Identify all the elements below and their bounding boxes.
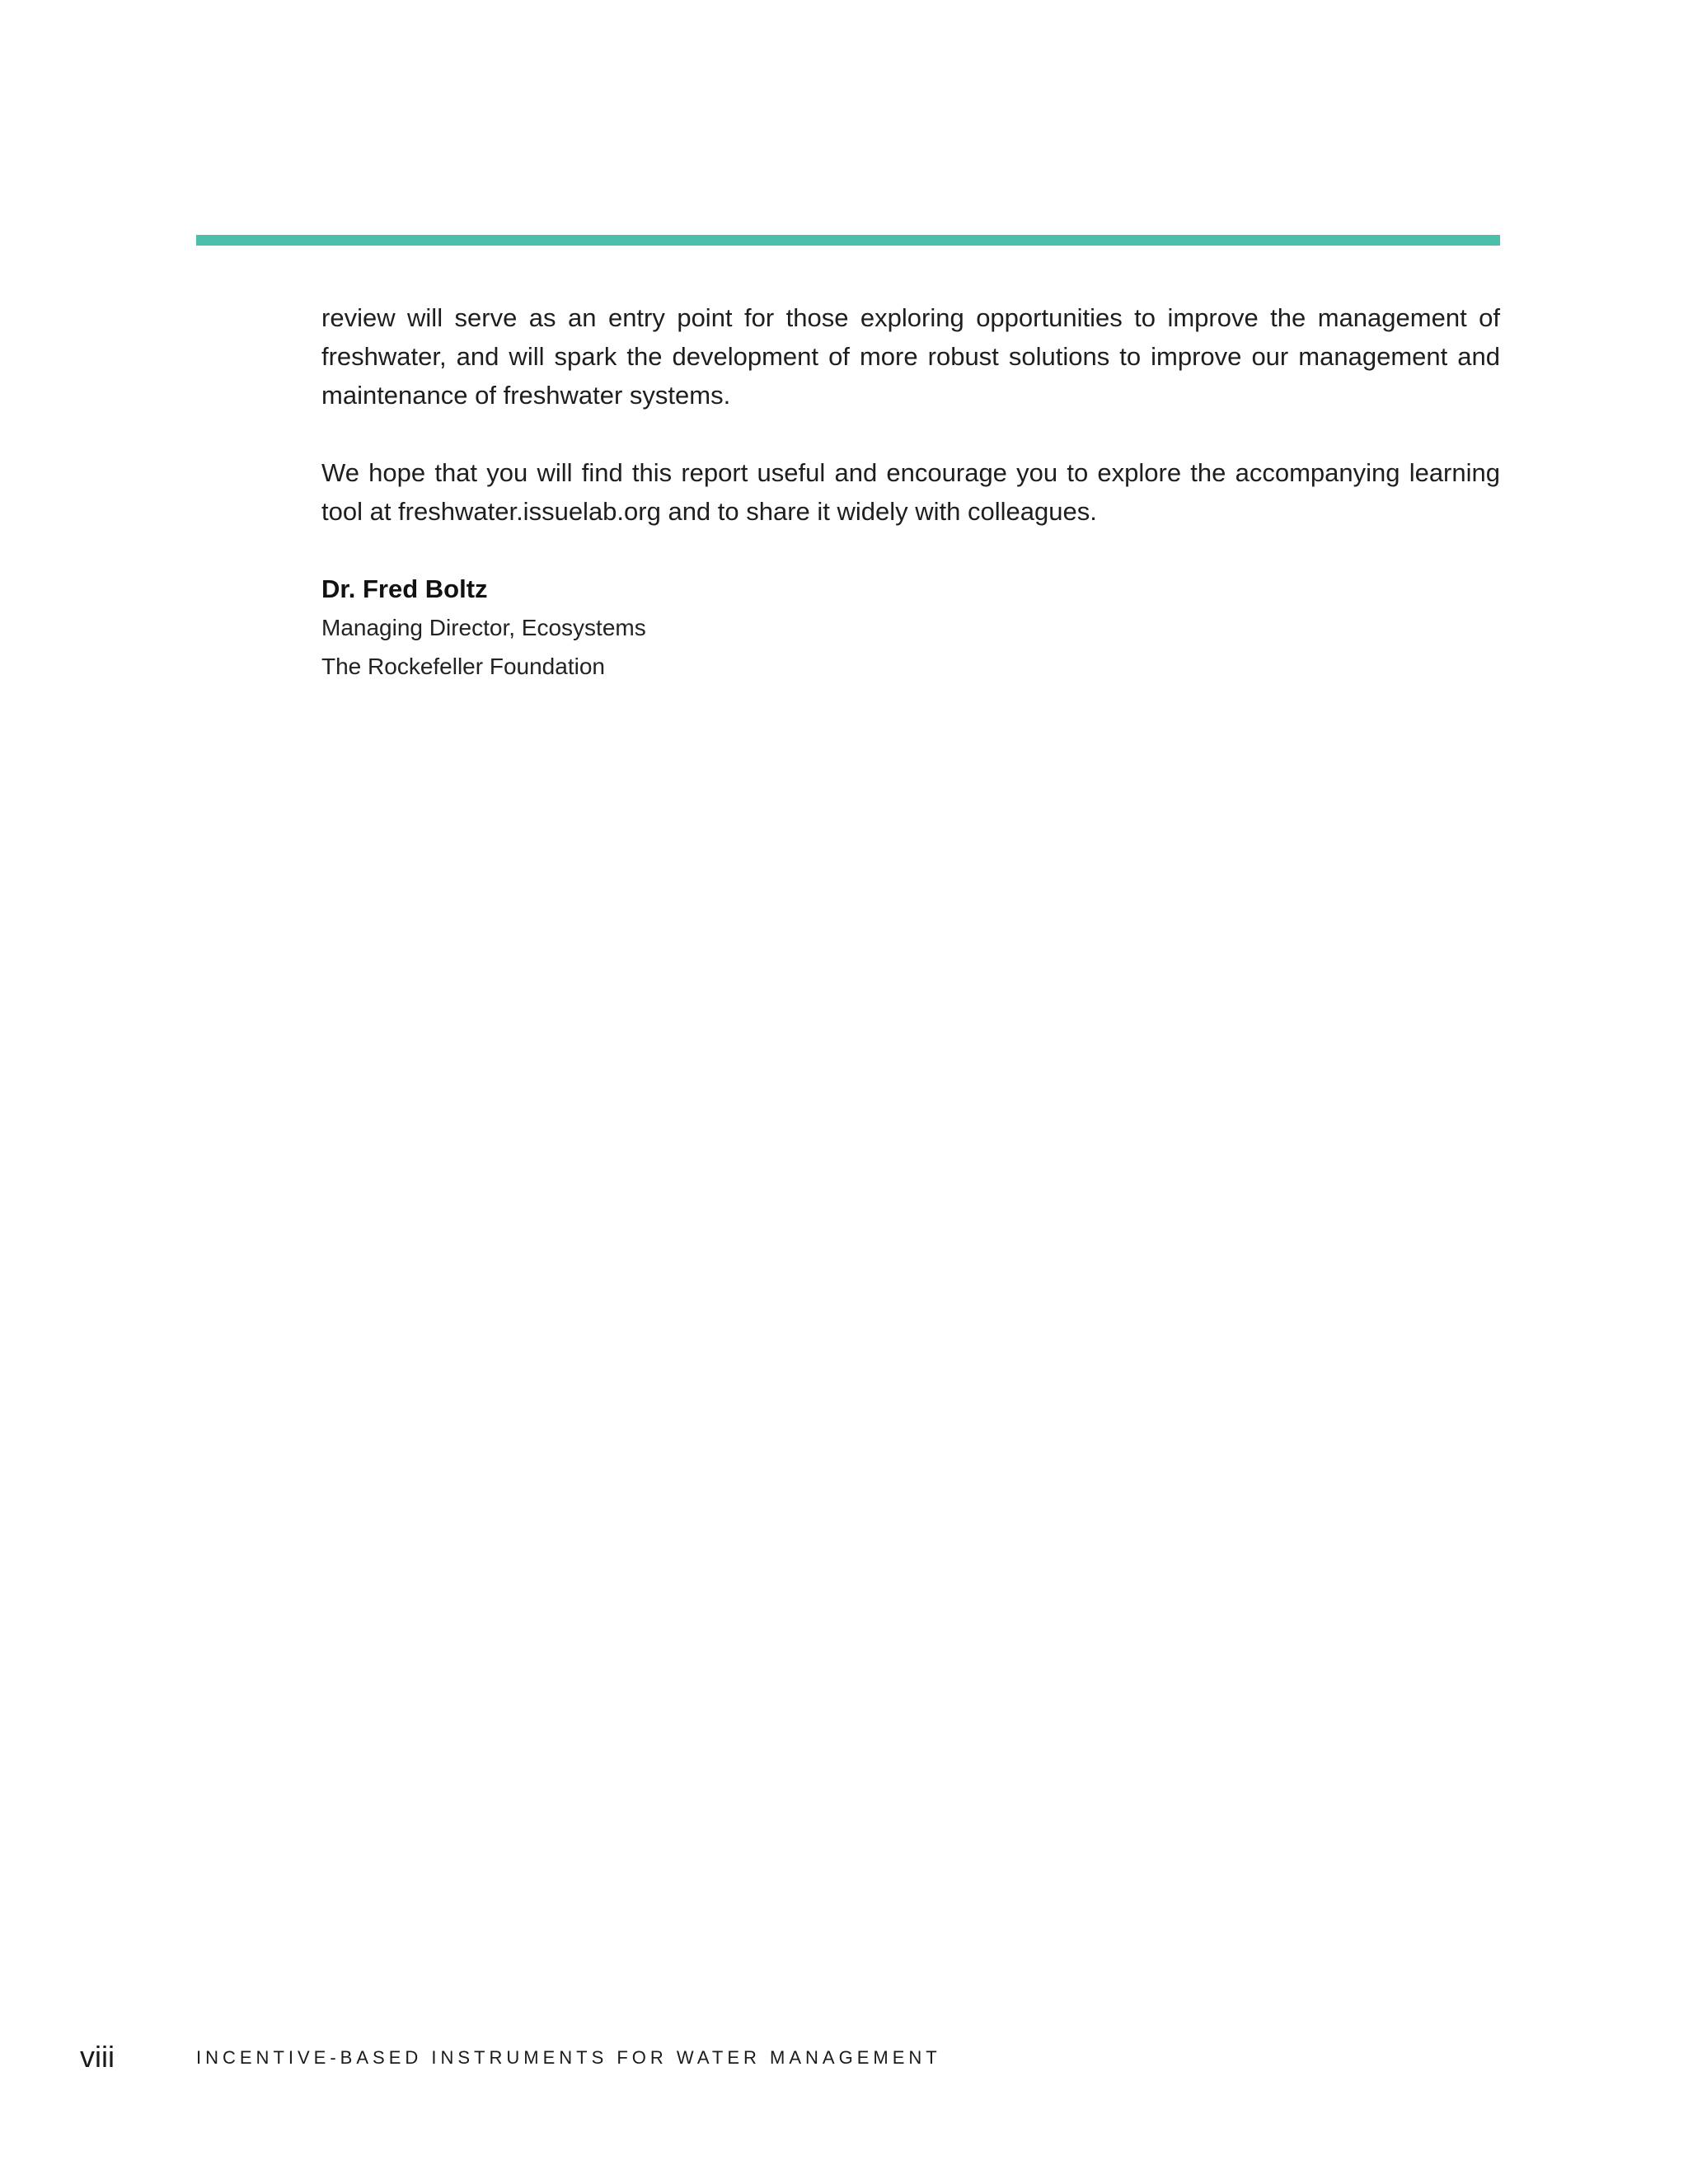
signature-block	[321, 569, 1500, 686]
body-paragraph-2: We hope that you will find this report useful and encourage you to explore the accompanying learning tool at freshwater.issuelab.org and to share it widely with colleagues.	[321, 458, 1500, 526]
running-title: INCENTIVE-BASED INSTRUMENTS FOR WATER MANAGEMENT	[196, 2047, 941, 2068]
signature-organization: The Rockefeller Foundation	[321, 654, 605, 679]
signature-title: Managing Director, Ecosystems	[321, 615, 646, 640]
signature-name: Dr. Fred Boltz	[321, 574, 488, 603]
page-number: viii	[80, 2040, 115, 2074]
body-paragraph-1: review will serve as an entry point for those exploring opportunities to improve the management of freshwater, and will spark the development of more robust solutions to improve our management and maintenance of freshwater systems.	[321, 303, 1500, 410]
main-content	[321, 298, 1500, 686]
top-accent-rule	[196, 235, 1500, 246]
page-footer	[80, 2037, 1564, 2079]
